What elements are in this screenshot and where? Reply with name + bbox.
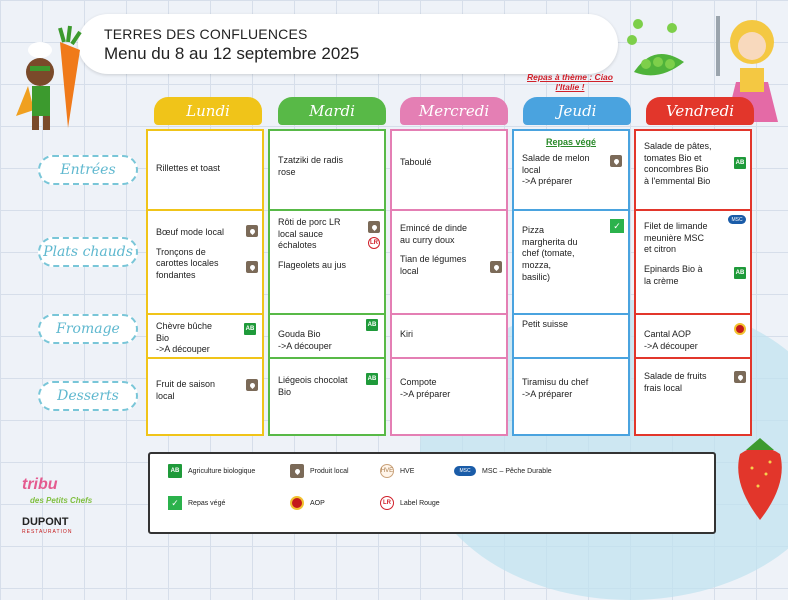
local-pin-icon <box>490 261 502 273</box>
cell-fromage <box>644 329 744 352</box>
kid-carrot-illustration <box>6 20 86 140</box>
menu-line: Chèvre bûche <box>156 321 213 331</box>
menu-line: à l'emmental Bio <box>644 176 711 187</box>
menu-line: échalotes <box>278 240 317 251</box>
menu-line: local sauce <box>278 228 324 239</box>
local-pin-icon <box>246 225 258 237</box>
menu-line: concombres Bio <box>644 164 709 175</box>
menu-line: Cantal AOP <box>644 329 692 339</box>
vege-check-icon: ✓ <box>168 496 182 510</box>
divider <box>148 313 262 315</box>
menu-line: Fruit de saison <box>156 379 216 389</box>
divider <box>392 357 506 359</box>
divider <box>636 357 750 359</box>
cell-dessert <box>400 377 500 400</box>
legend-lr <box>380 496 440 510</box>
tribu-logo: tribu <box>22 476 58 493</box>
hve-icon: HVE <box>380 464 394 478</box>
cell-entree <box>522 153 622 188</box>
cell-dessert <box>278 375 378 398</box>
bio-ab-icon: AB <box>366 319 378 331</box>
legend-bio <box>168 464 255 478</box>
bio-ab-icon: AB <box>366 373 378 385</box>
legend-local <box>290 464 349 478</box>
row-label-fromage: Fromage <box>38 314 138 344</box>
menu-line-gap <box>278 252 378 260</box>
msc-icon: MSC <box>728 215 746 224</box>
menu-line: local <box>400 266 419 277</box>
cell-entree <box>644 141 744 188</box>
cell-fromage <box>522 319 622 331</box>
menu-line: ->A découper <box>278 340 332 351</box>
bio-ab-icon: AB <box>734 267 746 279</box>
divider <box>148 357 262 359</box>
legend-aop <box>290 496 325 510</box>
menu-line: ->A préparer <box>522 176 573 187</box>
menu-line: rose <box>278 166 296 177</box>
page-title: Menu du 8 au 12 septembre 2025 <box>104 44 360 63</box>
tab-mardi: Mardi <box>278 97 386 125</box>
divider <box>636 313 750 315</box>
menu-line: meunière MSC <box>644 232 705 243</box>
cell-entree <box>156 163 256 175</box>
menu-line: Emincé de dinde <box>400 223 468 233</box>
bio-ab-icon: AB <box>244 323 256 335</box>
row-label-entrees: Entrées <box>38 155 138 185</box>
legend-hve <box>380 464 414 478</box>
menu-line: chef (tomate, <box>522 248 575 259</box>
menu-line: Rillettes et toast <box>156 163 221 173</box>
bio-ab-icon: AB <box>168 464 182 478</box>
divider <box>392 209 506 211</box>
theme-note: Repas à thème : Ciao l'Italie ! <box>527 72 613 93</box>
column-vendredi <box>634 129 752 436</box>
dupont-logo: DUPONT <box>22 516 69 528</box>
menu-line: et citron <box>644 244 677 255</box>
menu-line: Salade de melon <box>522 153 590 163</box>
brand-name: TERRES DES CONFLUENCES <box>104 26 308 42</box>
menu-line: ->A préparer <box>522 388 573 399</box>
menu-line: Filet de limande <box>644 221 708 231</box>
legend-local-label: Produit local <box>310 467 349 475</box>
cell-fromage <box>278 329 378 352</box>
menu-line: Compote <box>400 377 437 387</box>
menu-line: local <box>156 390 175 401</box>
divider <box>392 313 506 315</box>
divider <box>270 357 384 359</box>
menu-line: carottes locales <box>156 258 219 269</box>
cell-plat <box>278 217 378 272</box>
cell-plat <box>522 225 622 283</box>
legend-vege <box>168 496 225 510</box>
menu-line: Bio <box>156 332 170 343</box>
menu-line: la crème <box>644 275 679 286</box>
menu-line: Kiri <box>400 329 413 339</box>
label-rouge-icon: LR <box>380 496 394 510</box>
menu-line: basilic) <box>522 271 551 282</box>
local-pin-icon <box>610 155 622 167</box>
strawberry-illustration <box>730 434 788 524</box>
cell-entree <box>278 155 378 178</box>
divider <box>514 209 628 211</box>
menu-line: ->A découper <box>156 344 210 355</box>
legend-msc-label: MSC – Pêche Durable <box>482 467 552 475</box>
menu-line: Salade de fruits <box>644 371 707 381</box>
row-label-plats-chauds: Plats chauds <box>38 237 138 267</box>
legend-aop-label: AOP <box>310 499 325 507</box>
aop-icon <box>734 323 746 335</box>
tab-mercredi: Mercredi <box>400 97 508 125</box>
legend-hve-label: HVE <box>400 467 415 475</box>
menu-line-gap <box>644 256 744 264</box>
vege-check-icon: ✓ <box>610 219 624 233</box>
cell-fromage <box>156 321 256 356</box>
menu-line: Salade de pâtes, <box>644 141 712 151</box>
menu-line: Petit suisse <box>522 319 569 329</box>
menu-line: Liégeois chocolat <box>278 375 348 385</box>
local-pin-icon <box>368 221 380 233</box>
cell-dessert <box>522 377 622 400</box>
local-pin-icon <box>246 261 258 273</box>
local-pin-icon <box>734 371 746 383</box>
menu-line: Tronçons de <box>156 246 206 257</box>
row-label-desserts: Desserts <box>38 381 138 411</box>
menu-line-gap <box>156 239 256 247</box>
menu-line-gap <box>400 246 500 254</box>
divider <box>514 313 628 315</box>
divider <box>514 357 628 359</box>
menu-line: ->A découper <box>644 340 698 351</box>
cell-plat <box>156 227 256 282</box>
cell-entree <box>400 157 500 169</box>
tab-jeudi: Jeudi <box>523 97 631 125</box>
dupont-logo-subtitle: RESTAURATION <box>22 529 73 535</box>
menu-line: fondantes <box>156 270 196 281</box>
divider <box>270 313 384 315</box>
legend-lr-label: Label Rouge <box>400 499 440 507</box>
tab-lundi: Lundi <box>154 97 262 125</box>
column-mercredi <box>390 129 508 436</box>
local-pin-icon <box>290 464 304 478</box>
menu-line: mozza, <box>522 260 552 271</box>
menu-line: Rôti de porc LR <box>278 217 341 227</box>
tribu-logo-subtitle: des Petits Chefs <box>30 496 93 505</box>
label-rouge-icon: LR <box>368 237 380 249</box>
cell-dessert <box>644 371 744 394</box>
legend-vege-label: Repas végé <box>188 499 226 507</box>
tab-vendredi: Vendredi <box>646 97 754 125</box>
divider <box>270 209 384 211</box>
local-pin-icon <box>246 379 258 391</box>
menu-line: margherita du <box>522 236 578 247</box>
column-mardi <box>268 129 386 436</box>
msc-icon: MSC <box>454 466 476 476</box>
menu-line: Tian de légumes <box>400 254 467 265</box>
menu-line: Pizza <box>522 225 545 235</box>
menu-line: Bœuf mode local <box>156 227 225 237</box>
column-lundi <box>146 129 264 436</box>
cell-plat <box>400 223 500 278</box>
menu-line: ->A préparer <box>400 388 451 399</box>
menu-line: Flageolets au jus <box>278 260 347 271</box>
bio-ab-icon: AB <box>734 157 746 169</box>
menu-line: frais local <box>644 382 683 393</box>
legend <box>148 452 716 534</box>
menu-line: Gouda Bio <box>278 329 321 339</box>
divider <box>148 209 262 211</box>
menu-line: tomates Bio et <box>644 152 702 163</box>
column-jeudi <box>512 129 630 436</box>
cell-plat <box>644 221 744 287</box>
menu-line: Taboulé <box>400 157 432 167</box>
aop-icon <box>290 496 304 510</box>
menu-line: Tzatziki de radis <box>278 155 344 165</box>
menu-line: local <box>522 164 541 175</box>
cell-fromage <box>400 329 500 341</box>
legend-msc <box>454 466 552 476</box>
menu-line: Epinards Bio à <box>644 264 703 275</box>
cell-dessert <box>156 379 256 402</box>
menu-line: Tiramisu du chef <box>522 377 589 387</box>
menu-line: Bio <box>278 386 292 397</box>
divider <box>636 209 750 211</box>
menu-line: au curry doux <box>400 234 455 245</box>
legend-bio-label: Agriculture biologique <box>188 467 256 475</box>
vege-label: Repas végé <box>545 137 597 147</box>
